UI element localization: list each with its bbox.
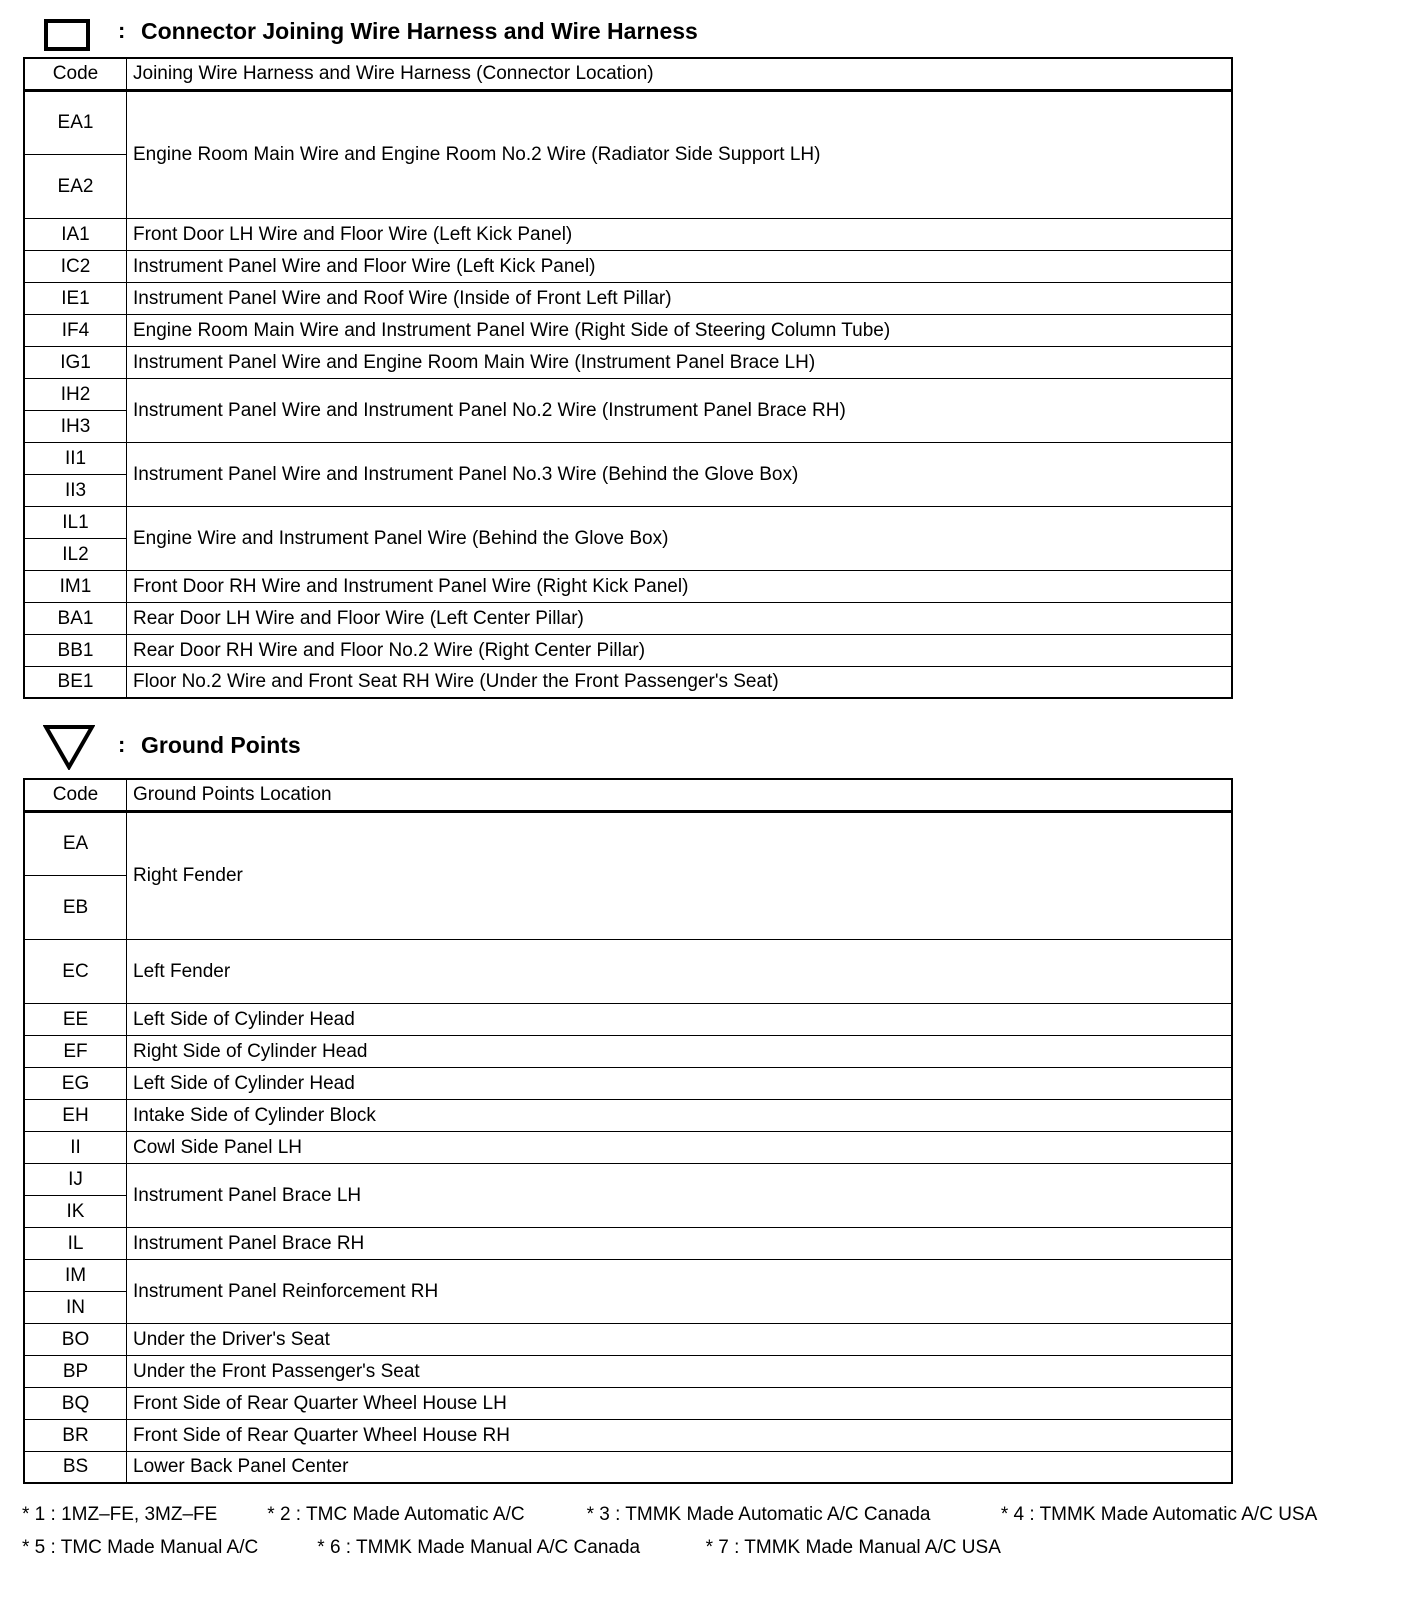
connector-location-cell: Instrument Panel Wire and Roof Wire (Inside of Front Left Pillar) — [127, 282, 1233, 314]
footnotes-line-1 — [22, 1504, 1317, 1526]
ground-table-header — [24, 779, 1232, 811]
ground-location-cell: Lower Back Panel Center — [127, 1451, 1233, 1483]
connector-row — [24, 634, 1232, 666]
ground-row — [24, 1035, 1232, 1067]
ground-table-body — [24, 811, 1232, 1483]
ground-location-cell: Left Side of Cylinder Head — [127, 1067, 1233, 1099]
ground-location-cell: Intake Side of Cylinder Block — [127, 1099, 1233, 1131]
ground-code-cell: EF — [24, 1035, 127, 1067]
connector-row — [24, 346, 1232, 378]
ground-row — [24, 1387, 1232, 1419]
connector-table — [23, 57, 1233, 699]
connector-location-cell: Engine Room Main Wire and Engine Room No.2 Wire (Radiator Side Support LH) — [127, 90, 1233, 218]
connector-location-header: Joining Wire Harness and Wire Harness (Connector Location) — [127, 58, 1233, 90]
ground-location-cell: Instrument Panel Brace LH — [127, 1163, 1233, 1227]
ground-row — [24, 1323, 1232, 1355]
connector-location-cell: Engine Wire and Instrument Panel Wire (Behind the Glove Box) — [127, 506, 1233, 570]
connector-code-cell: IH2 — [24, 378, 127, 410]
ground-location-cell: Front Side of Rear Quarter Wheel House RH — [127, 1419, 1233, 1451]
ground-triangle-icon — [43, 724, 95, 770]
ground-location-cell: Right Fender — [127, 811, 1233, 939]
connector-code-cell: BE1 — [24, 666, 127, 698]
ground-row — [24, 939, 1232, 1003]
ground-code-cell: EA — [24, 811, 127, 875]
ground-code-cell: BQ — [24, 1387, 127, 1419]
connector-table-header — [24, 58, 1232, 90]
ground-code-cell: II — [24, 1131, 127, 1163]
footnote: * 2 : TMC Made Automatic A/C — [267, 1504, 525, 1525]
connector-location-cell: Engine Room Main Wire and Instrument Panel Wire (Right Side of Steering Column Tube) — [127, 314, 1233, 346]
ground-row — [24, 1355, 1232, 1387]
connector-row — [24, 602, 1232, 634]
connector-code-cell: II3 — [24, 474, 127, 506]
connector-location-cell: Instrument Panel Wire and Instrument Panel No.2 Wire (Instrument Panel Brace RH) — [127, 378, 1233, 442]
ground-location-cell: Cowl Side Panel LH — [127, 1131, 1233, 1163]
ground-row — [24, 1163, 1232, 1195]
connector-location-cell: Instrument Panel Wire and Floor Wire (Left Kick Panel) — [127, 250, 1233, 282]
ground-code-cell: EE — [24, 1003, 127, 1035]
connector-code-cell: IA1 — [24, 218, 127, 250]
ground-location-cell: Left Fender — [127, 939, 1233, 1003]
ground-section-title: Ground Points — [141, 732, 301, 758]
connector-code-cell: EA2 — [24, 154, 127, 218]
footnote: * 7 : TMMK Made Manual A/C USA — [705, 1537, 1001, 1558]
ground-row — [24, 1131, 1232, 1163]
ground-row — [24, 811, 1232, 875]
ground-location-cell: Left Side of Cylinder Head — [127, 1003, 1233, 1035]
connector-location-cell: Rear Door LH Wire and Floor Wire (Left Center Pillar) — [127, 602, 1233, 634]
connector-row — [24, 666, 1232, 698]
connector-code-cell: IL2 — [24, 538, 127, 570]
footnote: * 6 : TMMK Made Manual A/C Canada — [317, 1537, 641, 1558]
connector-code-cell: IG1 — [24, 346, 127, 378]
connector-row — [24, 218, 1232, 250]
ground-code-cell: IJ — [24, 1163, 127, 1195]
connector-code-cell: BA1 — [24, 602, 127, 634]
connector-location-cell: Floor No.2 Wire and Front Seat RH Wire (Under the Front Passenger's Seat) — [127, 666, 1233, 698]
connector-code-cell: IM1 — [24, 570, 127, 602]
connector-row — [24, 90, 1232, 154]
connector-code-header: Code — [24, 58, 127, 90]
footnote: * 5 : TMC Made Manual A/C — [22, 1537, 259, 1558]
ground-location-cell: Under the Driver's Seat — [127, 1323, 1233, 1355]
ground-code-cell: BR — [24, 1419, 127, 1451]
connector-row — [24, 250, 1232, 282]
footnotes-line-2 — [22, 1537, 1001, 1559]
connector-code-cell: BB1 — [24, 634, 127, 666]
connector-box-icon — [44, 19, 90, 51]
ground-row — [24, 1067, 1232, 1099]
ground-code-cell: BO — [24, 1323, 127, 1355]
ground-code-cell: IL — [24, 1227, 127, 1259]
connector-code-cell: IF4 — [24, 314, 127, 346]
connector-row — [24, 282, 1232, 314]
connector-location-cell: Instrument Panel Wire and Instrument Panel No.3 Wire (Behind the Glove Box) — [127, 442, 1233, 506]
ground-location-cell: Instrument Panel Reinforcement RH — [127, 1259, 1233, 1323]
ground-code-cell: IN — [24, 1291, 127, 1323]
connector-code-cell: II1 — [24, 442, 127, 474]
connector-table-body — [24, 90, 1232, 698]
connector-location-cell: Front Door RH Wire and Instrument Panel Wire (Right Kick Panel) — [127, 570, 1233, 602]
connector-code-cell: IH3 — [24, 410, 127, 442]
connector-section-heading — [44, 15, 90, 55]
ground-location-cell: Instrument Panel Brace RH — [127, 1227, 1233, 1259]
connector-heading-colon: : — [118, 18, 126, 43]
ground-row — [24, 1003, 1232, 1035]
connector-code-cell: IE1 — [24, 282, 127, 314]
ground-code-header: Code — [24, 779, 127, 811]
connector-section-title: Connector Joining Wire Harness and Wire Harness — [141, 18, 698, 44]
connector-code-cell: IC2 — [24, 250, 127, 282]
ground-row — [24, 1099, 1232, 1131]
connector-location-cell: Instrument Panel Wire and Engine Room Main Wire (Instrument Panel Brace LH) — [127, 346, 1233, 378]
ground-code-cell: EH — [24, 1099, 127, 1131]
ground-code-cell: EB — [24, 875, 127, 939]
footnote: * 3 : TMMK Made Automatic A/C Canada — [586, 1504, 931, 1525]
connector-row — [24, 314, 1232, 346]
ground-code-cell: BP — [24, 1355, 127, 1387]
connector-row — [24, 570, 1232, 602]
ground-code-cell: BS — [24, 1451, 127, 1483]
ground-location-cell: Front Side of Rear Quarter Wheel House LH — [127, 1387, 1233, 1419]
ground-code-cell: IK — [24, 1195, 127, 1227]
ground-row — [24, 1419, 1232, 1451]
ground-row — [24, 1227, 1232, 1259]
ground-code-cell: IM — [24, 1259, 127, 1291]
connector-row — [24, 442, 1232, 474]
connector-code-cell: IL1 — [24, 506, 127, 538]
ground-table — [23, 778, 1233, 1484]
ground-heading-colon: : — [118, 732, 126, 757]
footnote: * 4 : TMMK Made Automatic A/C USA — [1000, 1504, 1318, 1525]
ground-code-cell: EG — [24, 1067, 127, 1099]
ground-row — [24, 1259, 1232, 1291]
connector-location-cell: Front Door LH Wire and Floor Wire (Left Kick Panel) — [127, 218, 1233, 250]
connector-row — [24, 506, 1232, 538]
ground-location-cell: Right Side of Cylinder Head — [127, 1035, 1233, 1067]
ground-location-cell: Under the Front Passenger's Seat — [127, 1355, 1233, 1387]
ground-location-header: Ground Points Location — [127, 779, 1233, 811]
connector-location-cell: Rear Door RH Wire and Floor No.2 Wire (Right Center Pillar) — [127, 634, 1233, 666]
connector-row — [24, 378, 1232, 410]
connector-code-cell: EA1 — [24, 90, 127, 154]
footnote: * 1 : 1MZ–FE, 3MZ–FE — [22, 1504, 218, 1525]
ground-row — [24, 1451, 1232, 1483]
ground-code-cell: EC — [24, 939, 127, 1003]
